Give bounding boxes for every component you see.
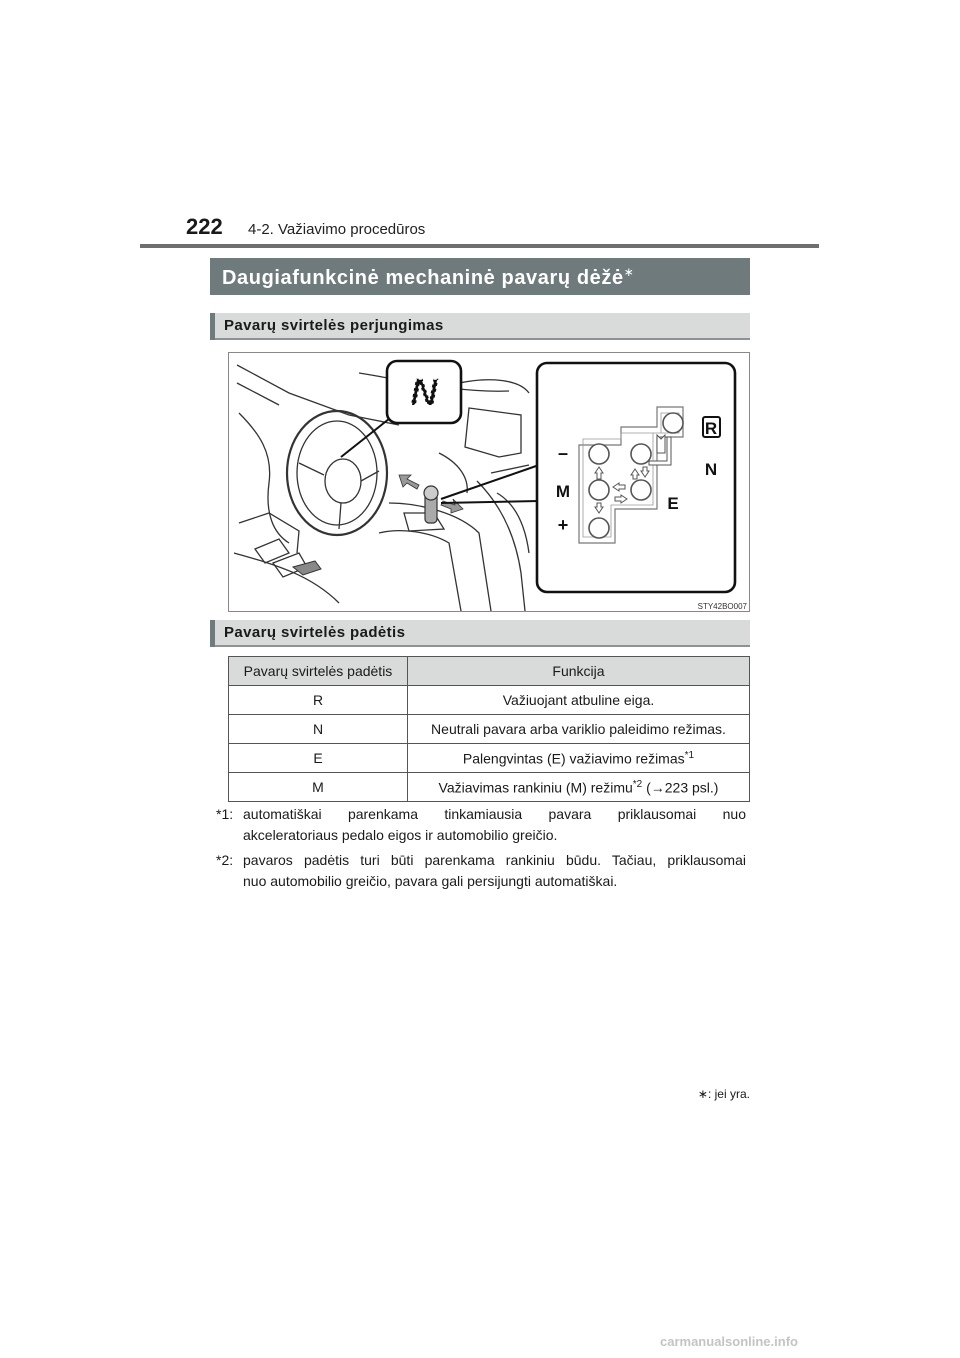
main-title (210, 258, 750, 295)
table-header-function: Funkcija (408, 657, 750, 686)
table-cell-function (408, 773, 750, 802)
note-line: akceleratoriaus pedalo eigos ir automobilio greičio. (243, 827, 558, 843)
cabin-drawing (234, 365, 529, 611)
function-text: Palengvintas (E) važiavimo režimas (462, 750, 685, 767)
subsection-shift-title (210, 313, 750, 340)
table-row (229, 686, 750, 715)
table-cell-position: N (229, 715, 408, 744)
gate-label-n: N (704, 460, 718, 479)
gear-display-letter: N (410, 372, 438, 414)
page-reference: (→223 psl.) (642, 779, 719, 796)
function-text: Neutrali pavara arba variklio paleidimo režimas. (431, 721, 726, 737)
table-cell-position: M (229, 773, 408, 802)
figure-code: STY42BO007 (697, 602, 747, 611)
optional-mark: ∗ (623, 265, 635, 279)
note-line: nuo automobilio greičio, pavara gali persijungti automatiškai. (243, 873, 618, 889)
gate-label-plus: + (557, 515, 569, 535)
table-row (229, 715, 750, 744)
note-2 (216, 850, 746, 892)
section-label: 4-2. Važiavimo procedūros (248, 221, 426, 238)
table-cell-function (408, 744, 750, 773)
note-line: automatiškai parenkama tinkamiausia pavara priklausomai nuo (243, 806, 746, 822)
availability-footnote: ∗: jei yra. (697, 1087, 750, 1101)
note-marker: *2: (216, 852, 234, 868)
gate-label-minus: – (557, 443, 569, 463)
note-marker: *1: (216, 806, 234, 822)
page-number: 222 (186, 214, 223, 239)
gate-label-m: M (555, 482, 571, 501)
subsection-shift-text: Pavarų svirtelės perjungimas (224, 317, 444, 334)
pedal-arrow-icon (293, 561, 321, 575)
gate-label-e: E (667, 494, 679, 513)
watermark: carmanualsonline.info (660, 1334, 798, 1349)
main-title-text: Daugiafunkcinė mechaninė pavarų dėžė (222, 267, 624, 289)
table-row (229, 744, 750, 773)
table-cell-position: R (229, 686, 408, 715)
subsection-position-title (210, 620, 750, 647)
header-rule (140, 244, 819, 248)
table-cell-function (408, 686, 750, 715)
footnote-ref: *2 (632, 778, 643, 790)
shift-illustration (228, 352, 750, 612)
table-cell-position: E (229, 744, 408, 773)
note-1 (216, 804, 746, 846)
function-text: Važiavimas rankiniu (M) režimu (438, 779, 633, 796)
gear-position-table (228, 656, 750, 802)
note-line: pavaros padėtis turi būti parenkama rankiniu būdu. Tačiau, priklausomai (243, 852, 746, 868)
gate-label-r: R (704, 419, 718, 438)
illustration-svg (229, 353, 750, 612)
table-cell-function (408, 715, 750, 744)
callout-line-lever-a (441, 465, 539, 499)
table-row (229, 773, 750, 802)
function-text: Važiuojant atbuline eiga. (502, 692, 655, 708)
subsection-position-text: Pavarų svirtelės padėtis (224, 624, 406, 641)
table-header-position: Pavarų svirtelės padėtis (229, 657, 408, 686)
footnote-ref: *1 (684, 749, 695, 761)
table-header-row (229, 657, 750, 686)
